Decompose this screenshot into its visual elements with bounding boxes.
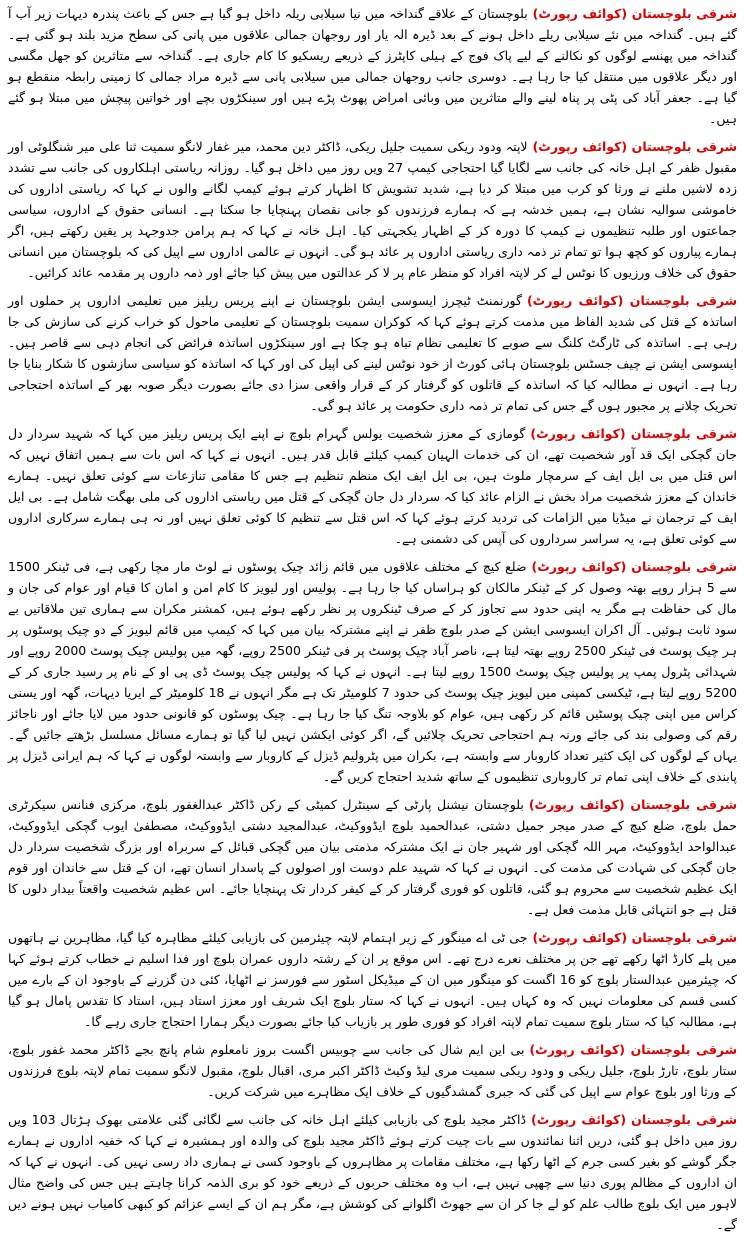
paragraph-dateline: شرقی بلوچستان (کوائف رپورٹ) <box>532 139 738 154</box>
paragraph-text: گومازی کے معزز شخصیت یولس گہرام بلوچ نے اپنے ایک پریس ریلیز میں کہا کہ شہید سردار دل جان گچکی ایک قد آور شخصیت تھے، ان کی خدمات الہیان کیمپ کیلئے قابل قدر ہیں۔ انہوں نے کہا کہ اس بات سے ہمیں اتفاق نہیں کہ اس قتل میں بی ایل ایف کے سرمچار ملوث ہیں، بی ایل ایف ایک منظم تنظیم ہے جس کا مقامی تنازعات سے کوئی تعلق نہیں۔ ہمارے خاندان کے معزز شخصیت مراد بخش نے الزام عائد کیا کہ سردار دل جان گچکی کے قتل میں ریاستی اداروں کی ملی بھگت شامل ہے۔ بی ایل ایف کے ترجمان نے میڈیا میں الزامات کی تردید کرتے ہوئے کہا کہ اس قتل سے تنظیم کا کوئی تعلق نہیں اور نہ ہی ہمارے سرکاری اداروں سے کوئی تعلق ہے، یہ سراسر سرداروں کی آپس کی دشمنی ہے۔ <box>8 426 737 546</box>
paragraph-dateline: شرقی بلوچستان (کوائف رپورٹ) <box>532 6 737 21</box>
news-paragraph-gomazi-statement <box>8 423 737 549</box>
paragraph-dateline: شرقی بلوچستان (کوائف رپورٹ) <box>532 930 738 945</box>
paragraph-dateline: شرقی بلوچستان (کوائف رپورٹ) <box>531 559 737 574</box>
paragraph-dateline: شرقی بلوچستان (کوائف رپورٹ) <box>526 293 737 308</box>
paragraph-dateline: شرقی بلوچستان (کوائف رپورٹ) <box>530 426 737 441</box>
news-paragraph-hunger-strike-103days <box>8 1109 737 1235</box>
paragraph-dateline: شرقی بلوچستان (کوائف رپورٹ) <box>529 1042 737 1057</box>
paragraph-text: جی ٹی اے مینگور کے زیر اہتمام لاپتہ چیئرمین کی بازیابی کیلئے مظاہرہ کیا گیا، مظاہرین نے ہاتھوں میں پلے کارڈ اٹھا رکھے تھے جن پر مختلف نعرے درج تھے۔ اس موقع پر ان کے رشتہ داروں عمران بلوچ اور فدا اسلیم نے خطاب کرتے ہوئے کہا کہ چیئرمین عبدالستار بلوچ کو 16 اگست کو مینگور میں ان کے میڈیکل اسٹور سے فورسز نے اٹھایا، کئی دن گزرنے کے باوجود ان کے بارے میں کسی قسم کی معلومات نہیں کہ وہ کہاں ہیں۔ انہوں نے کہا کہ ستار بلوچ ایک شریف اور معزز استاد ہیں، استاد کا تقدس پامال ہو گیا ہے، مطالبہ کیا کہ ستار بلوچ سمیت تمام لاپتہ افراد کو فوری طور پر بازیاب کیا جائے بصورت دیگر ہمارا احتجاج جاری رہے گا۔ <box>8 930 738 1029</box>
paragraph-dateline: شرقی بلوچستان (کوائف رپورٹ) <box>528 797 737 812</box>
news-paragraph-gta-mengor-protest <box>8 927 737 1032</box>
news-paragraph-kech-checkposts <box>8 556 737 787</box>
news-paragraph-protest-camp-27days <box>8 136 737 283</box>
paragraph-text: ڈاکٹر مجید بلوچ کی بازیابی کیلئے اہل خانہ کی جانب سے لگائی گئی علامتی بھوک ہڑتال 103 ویں روز میں داخل ہو گئی، دریں اثنا نمائندوں سے بات چیت کرتے ہوئے ڈاکٹر مجید بلوچ کی والدہ اور ہمشیرہ نے کہا کہ خفیہ اداروں نے ہمارے جگر گوشے کو بغیر کسی جرم کے اٹھا رکھا ہے، مختلف مقامات پر مظاہروں کے باوجود کسی نے ہماری داد رسی نہیں کی۔ انہوں نے کہا کہ ان اداروں کے مظالم پوری دنیا سے چھپی نہیں ہے، اب وہ مختلف حربوں کے ذریعے خود کو بری الذمہ کرانا چاہتے ہیں جس کی واضح مثال لاہور میں ایک بلوچ طالب علم کو لے جا کر ان سے جھوٹ اگلوانے کی کوشش ہے، مگر ہم ان کے ایسے عزائم کو کبھی کامیاب نہیں ہونے دیں گے۔ <box>8 1112 737 1232</box>
news-paragraph-bnm-shaal-appeal <box>8 1039 737 1102</box>
paragraph-text: بلوچستان کے علاقے گنداخہ میں نیا سیلابی ریلہ داخل ہو گیا ہے جس کے باعث پندرہ دیہات زیر آب آ گئے ہیں۔ گنداخہ میں نئے سیلابی ریلے داخل ہونے کے بعد ڈیرہ الہ یار اور روجھان جمالی علاقوں میں پانی کی سطح مزید بلند ہو گئی ہے۔ گنداخہ میں پھنسے لوگوں کو نکالنے کے لیے پاک فوج کے ہیلی کاپٹرز کے ذریعے ریسکیو کا کام جاری ہے۔ گنداخہ سے متاثرین کو جھل مگسی اور دیگر علاقوں میں منتقل کیا جا رہا ہے۔ دوسری جانب روجھان جمالی میں سیلابی پانی سے ڈیرہ مراد جمالی کا زمینی رابطہ منقطع ہو گیا ہے۔ جعفر آباد کی پٹی پر پناہ لینے والے متاثرین میں وبائی امراض پھوٹ پڑے ہیں اور سینکڑوں بچے اور خواتین پیچش میں مبتلا ہو گئے ہیں۔ <box>8 6 737 126</box>
paragraph-text: ضلع کیچ کے مختلف علاقوں میں قائم زائد چیک پوسٹوں نے لوٹ مار مچا رکھی ہے، فی ٹینکر 1500 سے 5 ہزار روپے بھتہ وصول کر کے ٹینکر مالکان کو ہراساں کیا جا رہا ہے۔ پولیس اور لیویز کا کام امن و امان کا قیام اور عوام کی جان و مال کی حفاظت ہے مگر یہ اپنی حدود سے تجاوز کر کے صرف ٹینکروں پر نظر رکھے ہوئے ہیں، کمشنر مکران سے ہماری تین ملاقاتیں بے سود ثابت ہوئیں۔ آل اکران ایسوسی ایشن کے صدر بلوچ ظفر نے اپنے مشترکہ بیان میں کہا کہ کیمپ میں قائم لیویز کے دو چیک پوسٹوں پر ہر چیک پوسٹ فی ٹینکر 2500 روپے بھتہ لیتا ہے، ناصر آباد چیک پوسٹ پر فی ٹینکر 2500 روپے، گھہ میں پولیس چیک پوسٹ 2000 روپے اور شہدائی پٹرول پمپ پر پولیس چیک پوسٹ 1500 روپے لیتا ہے۔ انہوں نے کہا کہ پولیس چیک پوسٹ ڈی پی او کے نام پر رسید جاری کر کے 5200 روپے لیتا ہے، ٹیکسی کمپنی میں لیویز چیک پوسٹ کی حدود 7 کلومیٹر تک ہے مگر انہوں نے 18 کلومیٹر کے ایریا دیہات، گھہ اور یسنی کراس میں اپنی چیک پوسٹیں قائم کر رکھی ہیں، عوام کو بلاوجہ تنگ کیا جا رہا ہے۔ چیک پوسٹوں کو قانونی حدود میں لایا جائے اور ناجائز رقم کی وصولی بند کی جائے ورنہ ہم احتجاجی تحریک چلائیں گے، اگر کوئی ایکشن نہیں لیا گیا تو ہمارے مسائل مسلسل بڑھتے جائیں گے۔ یہاں کے لوگوں کی ایک کثیر تعداد کاروبار سے وابستہ ہے، بکران میں پٹرولیم ڈیزل کے کاروبار سے وابستہ لوگوں نے کہا کہ ہم ایرانی ڈیزل پر پابندی کے خلاف اپنی تمام تر کاروباری تنظیموں کے ساتھ شدید احتجاج کریں گے۔ <box>8 559 737 784</box>
news-paragraph-flood-gandakha <box>8 3 737 129</box>
paragraph-text: بی این ایم شال کی جانب سے چوبیس اگست بروز نامعلوم شام پانچ بجے ڈاکٹر محمد غفور بلوچ، ستار بلوچ، تارڑ بلوچ، جلیل ریکی و ودود ریکی سمیت مری لیڈ وکیٹ ڈاکٹر اکبر مری، اقبال بلوچ، مقبول لانگو سمیت تمام لاپتہ بلوچ فرزندوں کے ورثا اور بلوچ عوام سے اپیل کی گئی کہ جبری گمشدگیوں کے خلاف ایک مظاہرے میں شرکت کریں۔ <box>8 1042 737 1099</box>
news-paragraph-teachers-association <box>8 290 737 416</box>
paragraph-text: لاپتہ ودود ریکی سمیت جلیل ریکی، ڈاکٹر دین محمد، میر غفار لانگو سمیت ثنا علی میر شنگلوٹی اور مقبول ظفر کے اہل خانہ کی جانب سے لگایا گیا احتجاجی کیمپ 27 ویں روز میں داخل ہو گیا۔ روزانہ ریاستی اہلکاروں کی جانب سے تشدد زدہ لاشیں ملنے نے ورثا کو کرب میں مبتلا کر دیا ہے، شدید تشویش کا اظہار کرتے ہوئے کیمپ لگانے والوں نے کہا کہ ریاستی اداروں کی خاموشی سوالیہ نشان ہے، ہمیں خدشہ ہے کہ ہمارے فرزندوں کو جانی نقصان پہنچایا جا سکتا ہے۔ انسانی حقوق کے اداروں، سیاسی جماعتوں اور طلبہ تنظیموں نے کیمپ کا دورہ کر کے اظہار یکجہتی کیا۔ اہل خانہ نے کہا کہ ہم پرامن جدوجہد پر یقین رکھتے ہیں، اگر ہمارے پیاروں کو کچھ ہوا تو تمام تر ذمہ داری ریاستی اداروں پر عائد ہو گی۔ انہوں نے عالمی اداروں سے اپیل کی کہ بلوچستان میں انسانی حقوق کی خلاف ورزیوں کا نوٹس لے کر لاپتہ افراد کو منظر عام پر لا کر عدالتوں میں پیش کیا جائے اور ذمہ داروں پر مقدمہ عائد کرائیں۔ <box>8 139 737 280</box>
paragraph-text: گورنمنٹ ٹیچرز ایسوسی ایشن بلوچستان نے اپنے پریس ریلیز میں تعلیمی اداروں پر حملوں اور اساتذہ کے قتل کی شدید الفاظ میں مذمت کرتے ہوئے کہا کہ کوکران سمیت بلوچستان کے تعلیمی ماحول کو خراب کرنے کی سازش کی جا رہی ہے۔ اساتذہ کی ٹارگٹ کلنگ سے صوبے کا تعلیمی نظام تباہ ہو چکا ہے اور سینکڑوں اساتذہ فرائض کی انجام دہی سے قاصر ہیں۔ ایسوسی ایشن نے چیف جسٹس بلوچستان ہائی کورٹ از خود نوٹس لینے کی اپیل کی اور کہا کہ اساتذہ کو سیاسی سازشوں کا شکار بنایا جا رہا ہے۔ انہوں نے مطالبہ کیا کہ اساتذہ کے قاتلوں کو گرفتار کر کے قرار واقعی سزا دی جائے بصورت دیگر صوبہ بھر کے اساتذہ احتجاجی تحریک چلانے پر مجبور ہوں گے جس کی تمام تر ذمہ داری حکومت پر عائد ہو گی۔ <box>8 293 737 413</box>
paragraph-dateline: شرقی بلوچستان (کوائف رپورٹ) <box>531 1112 737 1127</box>
news-paragraph-bnp-condolence <box>8 794 737 920</box>
paragraph-text: بلوچستان نیشنل پارٹی کے سینٹرل کمیٹی کے رکن ڈاکٹر عبدالغفور بلوچ، مرکزی فنانس سیکرٹری حمل بلوچ، ضلع کیچ کے صدر میجر جمیل دشتی، عبدالحمید بلوچ ایڈووکیٹ، عبدالمجید دشتی ایڈووکیٹ، مصطفیٰ ایوب گچکی ایڈووکیٹ، عبدالواحد ایڈووکیٹ، مہر اللہ گچکی اور شہیر جان نے ایک مشترکہ مذمتی بیان میں گچکی قبائل کے سربراہ اور بزرگ شخصیت سردار دل جان گچکی کی شہادت کی مذمت کی۔ انہوں نے کہا کہ شہید علم دوست اور اصولوں کے پاسدار انسان تھے، ان کے قتل سے خاندان اور قوم ایک عظیم شخصیت سے محروم ہو گئی، قاتلوں کو فوری گرفتار کر کے کیفر کردار تک پہنچایا جائے۔ اس عظیم شخصیت واقعتاً بیدار دلوں کا قتل ہے جو انتہائی قابل مذمت فعل ہے۔ <box>8 797 737 917</box>
